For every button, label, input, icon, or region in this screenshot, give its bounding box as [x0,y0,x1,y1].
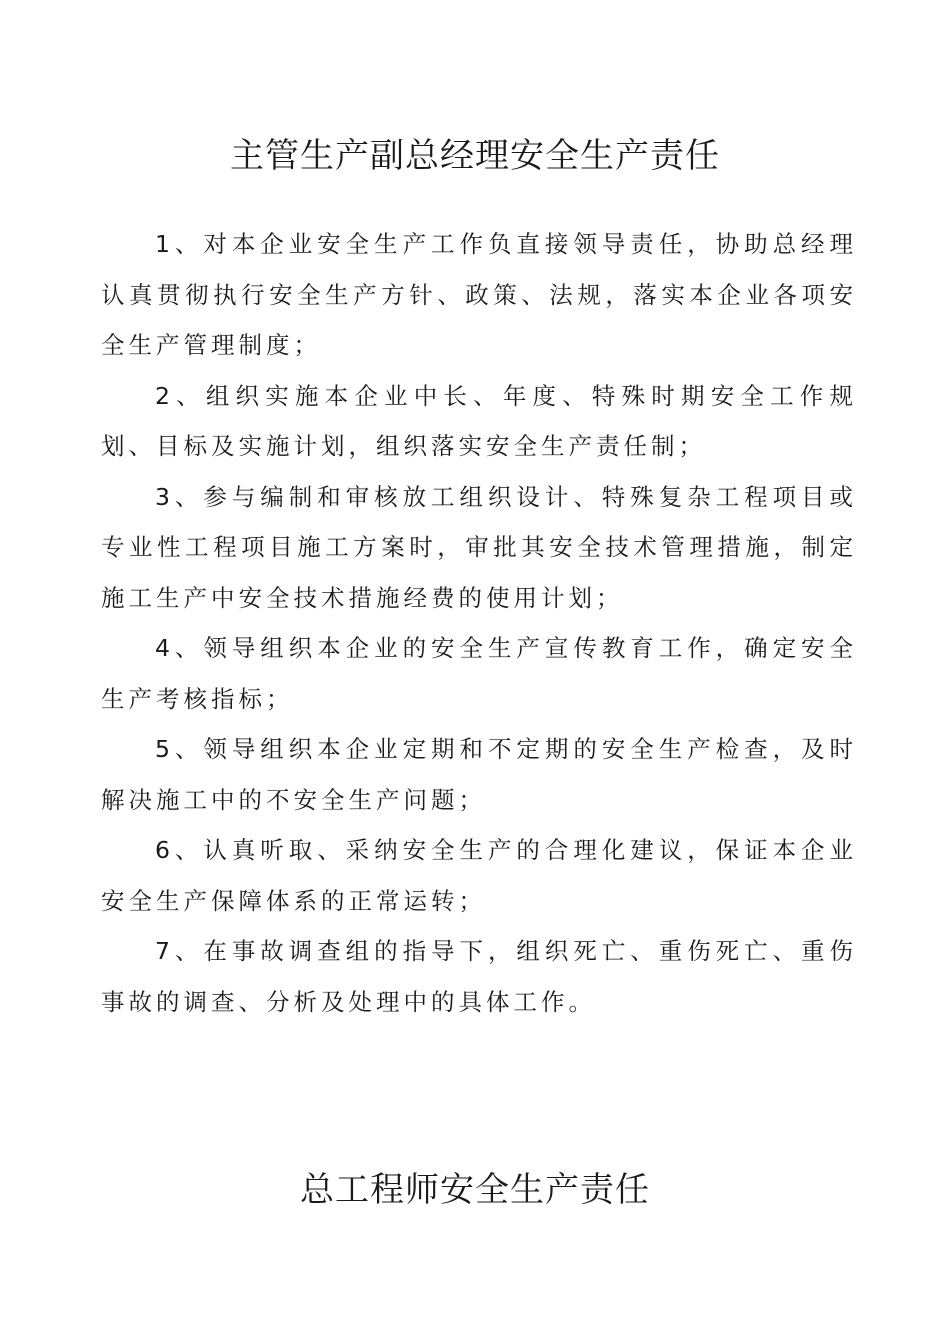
responsibility-list [101,219,857,1027]
responsibility-item-2: 2、组织实施本企业中长、年度、特殊时期安全工作规划、目标及实施计划，组织落实安全生产责任制； [101,381,857,460]
responsibility-item-4: 4、领导组织本企业的安全生产宣传教育工作，确定安全生产考核指标； [101,634,857,713]
responsibility-item-3: 3、参与编制和审核放工组织设计、特殊复杂工程项目或专业性工程项目施工方案时，审批其安全技术管理措施，制定施工生产中安全技术措施经费的使用计划； [101,482,857,612]
responsibility-item-6: 6、认真听取、采纳安全生产的合理化建议，保证本企业安全生产保障体系的正常运转； [101,836,857,915]
section-title: 主管生产副总经理安全生产责任 [230,136,720,176]
responsibility-item-5: 5、领导组织本企业定期和不定期的安全生产检查，及时解决施工中的不安全生产问题； [101,735,857,814]
responsibility-item-1: 1、对本企业安全生产工作负直接领导责任，协助总经理认真贯彻执行安全生产方针、政策、法规，落实本企业各项安全生产管理制度； [101,230,857,359]
responsibility-item-7: 7、在事故调查组的指导下，组织死亡、重伤死亡、重伤事故的调查、分析及处理中的具体工作。 [101,937,857,1016]
next-section-title: 总工程师安全生产责任 [300,1170,650,1210]
